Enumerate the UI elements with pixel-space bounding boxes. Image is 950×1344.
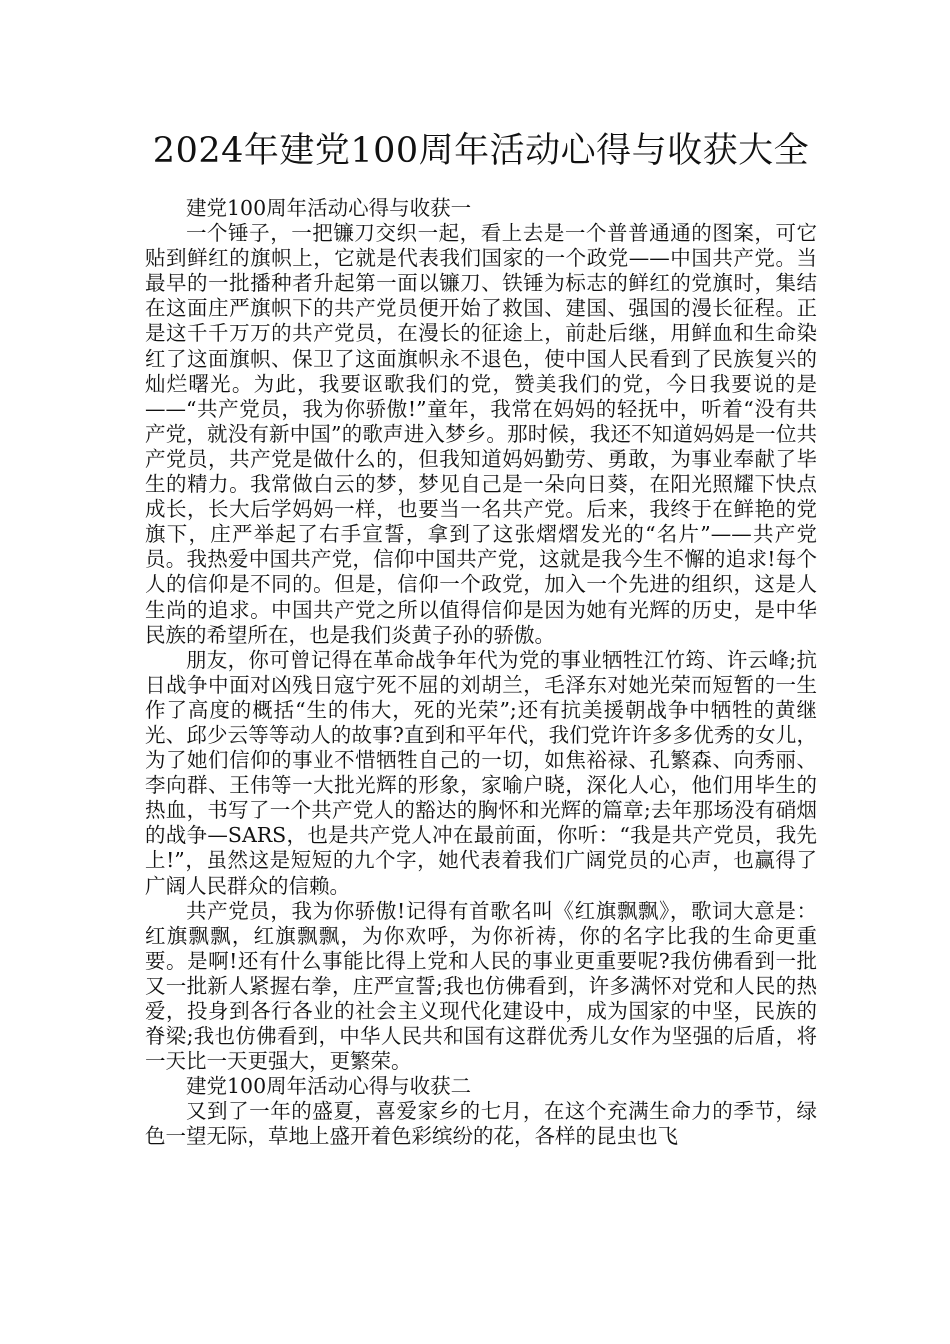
section-heading-1: 建党100周年活动心得与收获一 xyxy=(186,196,472,220)
paragraph: 共产党员，我为你骄傲!记得有首歌名叫《红旗飘飘》，歌词大意是：红旗飘飘，红旗飘飘，为你欢呼，为你祈祷，你的名字比我的生命更重要。是啊!还有什么事能比得上党和人民的事业更重要呢?我仿佛看到一批又一批新人紧握右拳，庄严宣誓;我也仿佛看到，许多满怀对党和人民的热爱，投身到各行各业的社会主义现代化建设中，成为国家的中坚，民族的脊梁;我也仿佛看到，中华人民共和国有这群优秀儿女作为坚强的后盾，将一天比一天更强大，更繁荣。 xyxy=(145,898,817,1074)
paragraph: 又到了一年的盛夏，喜爱家乡的七月，在这个充满生命力的季节，绿色一望无际，草地上盛开着色彩缤纷的花，各样的昆虫也飞 xyxy=(145,1099,817,1149)
document-body xyxy=(145,196,817,1150)
document-title: 2024年建党100周年活动心得与收获大全 xyxy=(152,131,810,171)
document-page xyxy=(145,128,817,1150)
paragraph: 一个锤子，一把镰刀交织一起，看上去是一个普普通通的图案，可它贴到鲜红的旗帜上，它就是代表我们国家的一个政党——中国共产党。当最早的一批播种者升起第一面以镰刀、铁锤为标志的鲜红的党旗时，集结在这面庄严旗帜下的共产党员便开始了救国、建国、强国的漫长征程。正是这千千万万的共产党员，在漫长的征途上，前赴后继，用鲜血和生命染红了这面旗帜、保卫了这面旗帜永不退色，使中国人民看到了民族复兴的灿烂曙光。为此，我要讴歌我们的党，赞美我们的党，今日我要说的是——“共产党员，我为你骄傲!”童年，我常在妈妈的轻抚中，听着“没有共产党，就没有新中国”的歌声进入梦乡。那时候，我还不知道妈妈是一位共产党员，共产党是做什么的，但我知道妈妈勤劳、勇敢，为事业奉献了毕生的精力。我常做白云的梦，梦见自己是一朵向日葵，在阳光照耀下快点成长，长大后学妈妈一样，也要当一名共产党。后来，我终于在鲜艳的党旗下，庄严举起了右手宣誓，拿到了这张熠熠发光的“名片”——共产党员。我热爱中国共产党，信仰中国共产党，这就是我今生不懈的追求!每个人的信仰是不同的。但是，信仰一个政党，加入一个先进的组织，这是人生尚的追求。中国共产党之所以值得信仰是因为她有光辉的历史，是中华民族的希望所在，也是我们炎黄子孙的骄傲。 xyxy=(145,221,817,647)
paragraph: 朋友，你可曾记得在革命战争年代为党的事业牺牲江竹筠、许云峰;抗日战争中面对凶残日寇宁死不屈的刘胡兰，毛泽东对她光荣而短暂的一生作了高度的概括“生的伟大，死的光荣”;还有抗美援朝战争中牺牲的黄继光、邱少云等等动人的故事?直到和平年代，我们党许许多多优秀的女儿，为了她们信仰的事业不惜牺牲自己的一切，如焦裕禄、孔繁森、向秀丽、李向群、王伟等一大批光辉的形象，家喻户晓，深化人心，他们用毕生的热血，书写了一个共产党人的豁达的胸怀和光辉的篇章;去年那场没有硝烟的战争—SARS，也是共产党人冲在最前面，你听：“我是共产党员，我先上!”，虽然这是短短的九个字，她代表着我们广阔党员的心声，也赢得了广阔人民群众的信赖。 xyxy=(145,647,817,898)
section-heading-2: 建党100周年活动心得与收获二 xyxy=(186,1074,472,1099)
